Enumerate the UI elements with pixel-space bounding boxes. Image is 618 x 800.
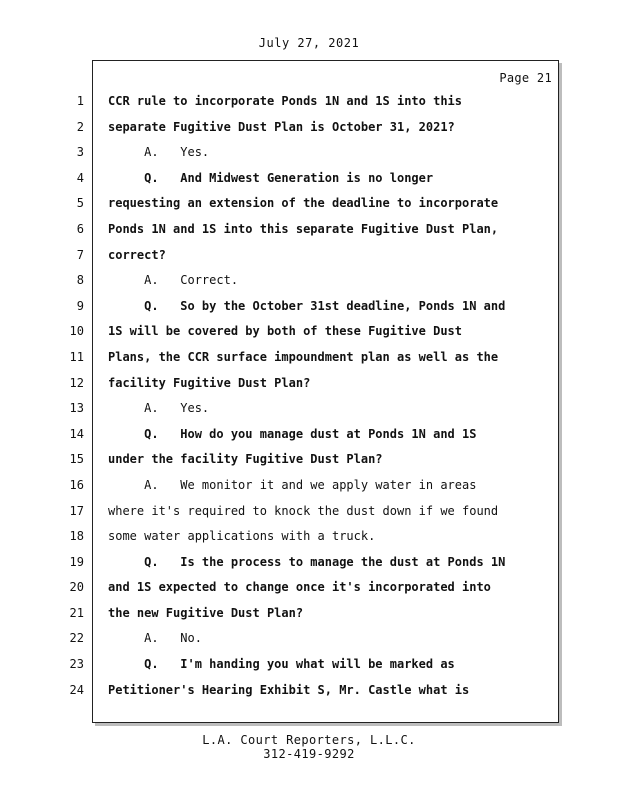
- transcript-line: and 1S expected to change once it's incorporated into: [108, 580, 491, 595]
- transcript-line: A. Correct.: [108, 273, 239, 288]
- line-number: 10: [69, 324, 84, 339]
- transcript-line: correct?: [108, 247, 166, 262]
- line-number: 11: [69, 349, 84, 364]
- line-number: 14: [69, 426, 84, 441]
- transcript-line: Plans, the CCR surface impoundment plan as well as the: [108, 349, 499, 364]
- line-number: 8: [76, 273, 84, 288]
- transcript-line: Ponds 1N and 1S into this separate Fugitive Dust Plan,: [108, 221, 499, 236]
- transcript-line: some water applications with a truck.: [108, 529, 376, 544]
- line-number: 4: [76, 170, 84, 185]
- line-number: 12: [69, 375, 84, 390]
- line-number: 24: [69, 682, 84, 697]
- transcript-line: A. Yes.: [108, 401, 210, 416]
- line-number: 18: [69, 529, 84, 544]
- transcript-date: July 27, 2021: [258, 36, 360, 50]
- reporter-company: L.A. Court Reporters, L.L.C.: [202, 733, 416, 747]
- line-number: 2: [76, 119, 84, 134]
- line-number: 9: [76, 298, 84, 313]
- line-number: 15: [69, 452, 84, 467]
- line-number: 21: [69, 605, 84, 620]
- transcript-line: Q. So by the October 31st deadline, Ponds 1N and: [108, 298, 506, 313]
- line-number: 17: [69, 503, 84, 518]
- line-number: 23: [69, 657, 84, 672]
- transcript-line: under the facility Fugitive Dust Plan?: [108, 452, 383, 467]
- page-number: Page 21: [499, 71, 552, 85]
- line-number: 20: [69, 580, 84, 595]
- transcript-text-column: [108, 89, 558, 703]
- line-number-column: [0, 89, 86, 703]
- footer: [0, 733, 618, 761]
- transcript-line: A. Yes.: [108, 145, 210, 160]
- transcript-line: Q. How do you manage dust at Ponds 1N and 1S: [108, 426, 477, 441]
- transcript-line: the new Fugitive Dust Plan?: [108, 605, 304, 620]
- line-number: 13: [69, 401, 84, 416]
- line-number: 1: [76, 94, 84, 108]
- transcript-line: A. No.: [108, 631, 202, 646]
- transcript-line: A. We monitor it and we apply water in areas: [108, 477, 477, 492]
- line-number: 7: [76, 247, 84, 262]
- line-number: 3: [76, 145, 84, 160]
- transcript-line: requesting an extension of the deadline to incorporate: [108, 196, 499, 211]
- line-number: 5: [76, 196, 84, 211]
- reporter-phone: 312-419-9292: [263, 747, 355, 761]
- line-number: 19: [69, 554, 84, 569]
- transcript-line: CCR rule to incorporate Ponds 1N and 1S into this: [108, 94, 463, 108]
- line-number: 22: [69, 631, 84, 646]
- transcript-line: Petitioner's Hearing Exhibit S, Mr. Castle what is: [108, 682, 470, 697]
- transcript-line: Q. Is the process to manage the dust at Ponds 1N: [108, 554, 506, 569]
- transcript-line: facility Fugitive Dust Plan?: [108, 375, 311, 390]
- line-number: 16: [69, 477, 84, 492]
- transcript-line: separate Fugitive Dust Plan is October 31, 2021?: [108, 119, 455, 134]
- transcript-line: 1S will be covered by both of these Fugitive Dust: [108, 324, 463, 339]
- transcript-line: Q. And Midwest Generation is no longer: [108, 170, 434, 185]
- transcript-line: Q. I'm handing you what will be marked as: [108, 657, 455, 672]
- transcript-line: where it's required to knock the dust down if we found: [108, 503, 499, 518]
- line-number: 6: [76, 221, 84, 236]
